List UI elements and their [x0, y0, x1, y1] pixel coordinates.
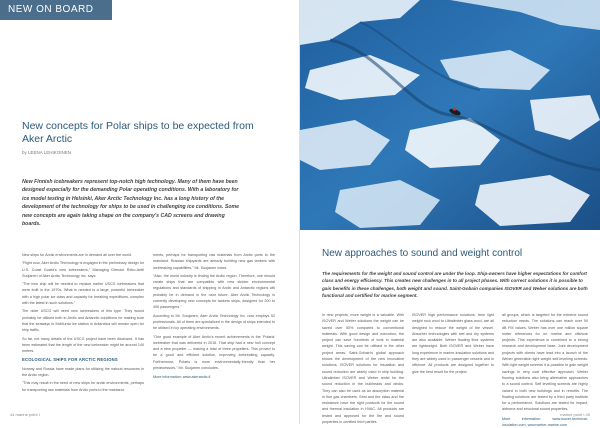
body-column-r2 — [412, 312, 494, 377]
paragraph: In new projects, more weight is a valuable. With ISOVER and Weber solutions the weight can be saved over 50% compared to conventional materials. With good design and execution, the project can save hundreds of tons in material weight. This saving can be utilised in the other project areas. Saint-Gobain's global approach shows the development of the new innovative solutions. ISOVER solutions for insulation and sound reduction are widely used in ship building. Ultralimber ISOVER and Weber resist for the sound reduction in the bulkheads and decks. They can also be used as an absorption material in flue gas chambers. Seal and fire class and fire resistance have the right products for the sound and thermal insulation in HVAC. All products are tested and approved for the fire and sound properties in certified third parties. — [322, 313, 404, 425]
paragraph: The older USCG will need new icebreakers of this type. They would probably be utilised both in Arctic and Antarctic conditions for making sure that the seaways to McMurdo ice station in Antarctica will remain open for ship traffic. — [22, 309, 144, 333]
page-footer-right: marine point I 45 — [560, 412, 590, 417]
page-footer-left: 44 marine point I — [10, 412, 40, 417]
paragraph: "The new ship will be needed to replace earlier USCG icebreakers that were built in the 1970s. What is needed is a large, powerful icebreaker with a high polar ice class and capacity for breaking expeditions, complex with the latest in such solutions." — [22, 282, 144, 306]
body-column-2 — [153, 252, 275, 381]
section-tag: NEW ON BOARD — [0, 0, 112, 20]
body-column-r1 — [322, 312, 404, 427]
paragraph: "Also, the world industry is finding the Arctic region. Therefore, one should create ships that are compatible with new stricter environmental regulations and standards of shipping in Arctic and Antarctic regions will probably be in demand in the near future. Aker Arctic Technology is currently developing new concepts for tankers ships, designed for 200 to 400 passengers." — [153, 273, 275, 310]
body-column-r3 — [502, 312, 588, 428]
paragraph: So far, not many details of the USCG project have been disclosed. It has been estimated that the length of the new icebreaker might be around 140 metres. — [22, 336, 144, 354]
left-page — [0, 0, 300, 424]
paragraph: Norway and Russia have made plans for utilizing the natural resources in the Arctic region. — [22, 366, 144, 378]
intro-right: The requirements for the weight and sound control are under the loop. Ship-owners have higher expectations for comfort class and energy efficiency. This creates new challenges in to all project phases. With correct solutions it is possible to gain benefits in these challenges, both weight and sound. Saint-Gobain companies ISOVER and Weber solutions are both functional and certified for marine segment. — [322, 271, 588, 298]
body-column-1 — [22, 252, 144, 395]
paragraph: ISOVER high performance solutions, from light weight rock wool to Ultralimber glass wool, are all designed to reduce the weight of the vessel. Absorber technologies with wet and dry systems are also available. Weber floating floor systems are lightweight. Both ISOVER and Weber have long experience in marine-insulation solutions and they are widely used in passenger vessels and in offshore. All products are designed together to give the best result for the project. — [412, 313, 494, 374]
intro-left: New Finnish icebreakers represent top-notch high technology. Many of them have been designed especially for the demanding Polar operating conditions. With a laboratory for ice model testing in Helsinki, Aker Arctic Technology Inc. has a long history of the development of the technology for ships to be used in challenging ice conditions. Some new concepts are again taking shape on the company's CAD screens and drawing boards. — [22, 179, 240, 228]
paragraph: According to Mr. Suojanen, Aker Arctic Technology Inc. now employs 52 professionals. All of them are specialized in the design of ships intended to be utilised in icy operating environments. — [153, 313, 275, 331]
more-info-link[interactable]: More information: www.akerarctic.fi — [153, 375, 211, 380]
more-info-link[interactable]: More information: www.isover-technical-insulation.com, www.weber-marine.com — [502, 416, 588, 428]
byline: by LEENA LEHIKOINEN — [22, 150, 72, 155]
paragraph: New ships for Arctic environments are in demand all over the world. — [22, 253, 133, 257]
sea-ice-illustration — [300, 0, 600, 230]
sea-ice-photo — [300, 0, 600, 230]
right-page — [300, 0, 600, 428]
paragraph: "One good example of Aker Arctic's recent achievements is the 'Polaris' icebreaker that was delivered in 2016. That ship had a new hull concept and a new propeller — making a total of three propellers. This proved to be a good and efficient solution, improving icebreaking capacity. Furthermore, Polaris is more environmentally-friendly than her predecessors," Mr. Suojanen concludes. — [153, 334, 275, 371]
paragraph: ments, perhaps for transporting raw materials from Arctic ports to the mainland. Russian shipyards are already building new gas tankers with icebreaking capabilities," Mr. Suojanen notes. — [153, 253, 275, 270]
paragraph: "Right now, Aker Arctic Technology is engaged in the preliminary design for U.S. Coast Guard's new icebreakers," Managing Director Reko-Antti Suojanen of Aker Arctic Technology Inc. says. — [22, 261, 144, 278]
paragraph: all groups, which is targeted for the extreme sound reduction needs. The solutions can reach over 50 dB FM values. Weber has over one million square meter references for on marine and offshore projects. This experience is combined to a strong research and development base. Joint development projects with clients have lead into a launch of the Weber generation light weight self-levelling screeds. With light weight screeds it is possible to gain weight savings in very cost effective approach. Weber flooring solutions also bring alternative approaches to a sound control. Self levelling screeds are highly valued in both new buildings and in retrofits. The floating solutions are tested by a third party institute for a performance. Solutions are tested for impact, airborne and structural sound properties. — [502, 313, 588, 412]
subheading: ECOLOGICAL SHIPS FOR ARCTIC REGIONS — [22, 357, 118, 363]
article-title-left: New concepts for Polar ships to be expected from Aker Arctic — [22, 120, 254, 145]
article-title-right: New approaches to sound and weight control — [322, 248, 523, 259]
paragraph: "This may result in the need of new ships for arctic environments, perhaps for transporting raw materials from Arctic ports to the mainland. — [22, 381, 144, 392]
